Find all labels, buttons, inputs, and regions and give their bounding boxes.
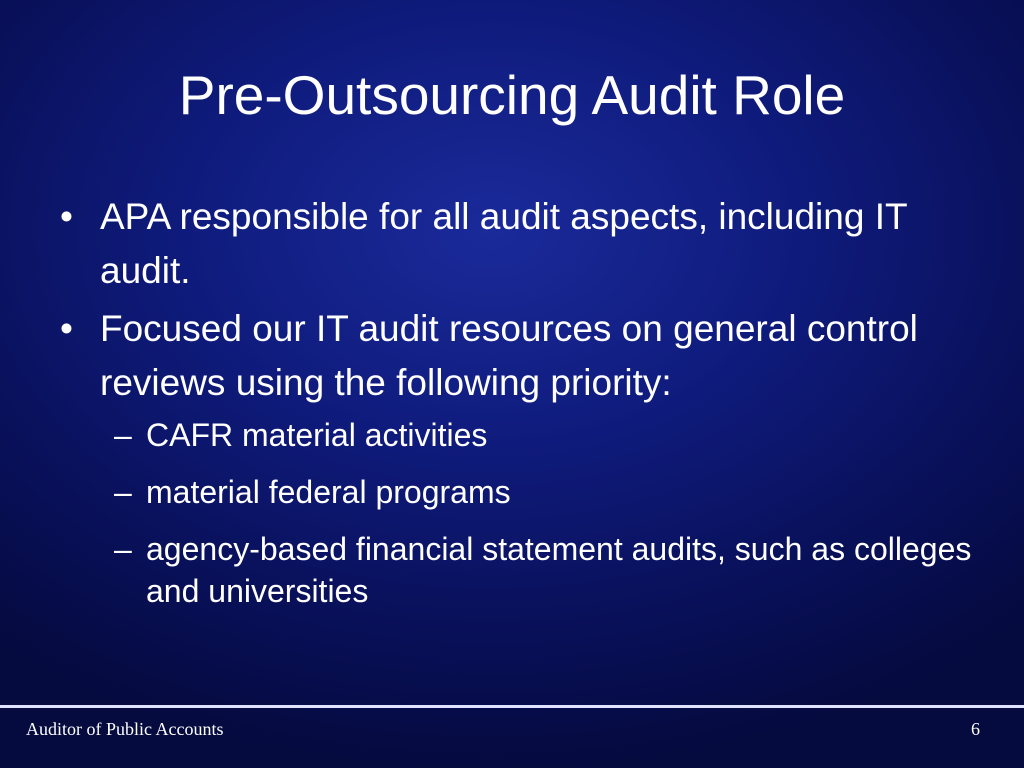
slide-content bbox=[54, 190, 984, 627]
sub-bullet-text: CAFR material activities bbox=[146, 417, 488, 453]
footer-divider bbox=[0, 705, 1024, 708]
bullet-marker: • bbox=[60, 196, 73, 237]
sub-bullet-item-1 bbox=[54, 414, 984, 456]
bullet-item-1 bbox=[54, 190, 984, 298]
bullet-text: APA responsible for all audit aspects, including IT audit. bbox=[100, 196, 907, 291]
bullet-marker: • bbox=[60, 308, 73, 349]
page-number: 6 bbox=[971, 719, 980, 739]
sub-bullet-text: agency-based financial statement audits, such as colleges and universities bbox=[146, 531, 972, 609]
bullet-text: Focused our IT audit resources on general control reviews using the following priority: bbox=[100, 308, 918, 403]
sub-bullet-marker: – bbox=[114, 417, 132, 453]
footer-organization: Auditor of Public Accounts bbox=[26, 719, 224, 739]
sub-bullet-marker: – bbox=[114, 531, 132, 567]
bullet-item-2 bbox=[54, 302, 984, 410]
slide-title: Pre-Outsourcing Audit Role bbox=[178, 64, 846, 126]
sub-bullet-text: material federal programs bbox=[146, 474, 511, 510]
sub-bullet-item-2 bbox=[54, 471, 984, 513]
sub-bullet-item-3 bbox=[54, 528, 984, 612]
sub-bullet-list bbox=[54, 414, 984, 612]
sub-bullet-marker: – bbox=[114, 474, 132, 510]
